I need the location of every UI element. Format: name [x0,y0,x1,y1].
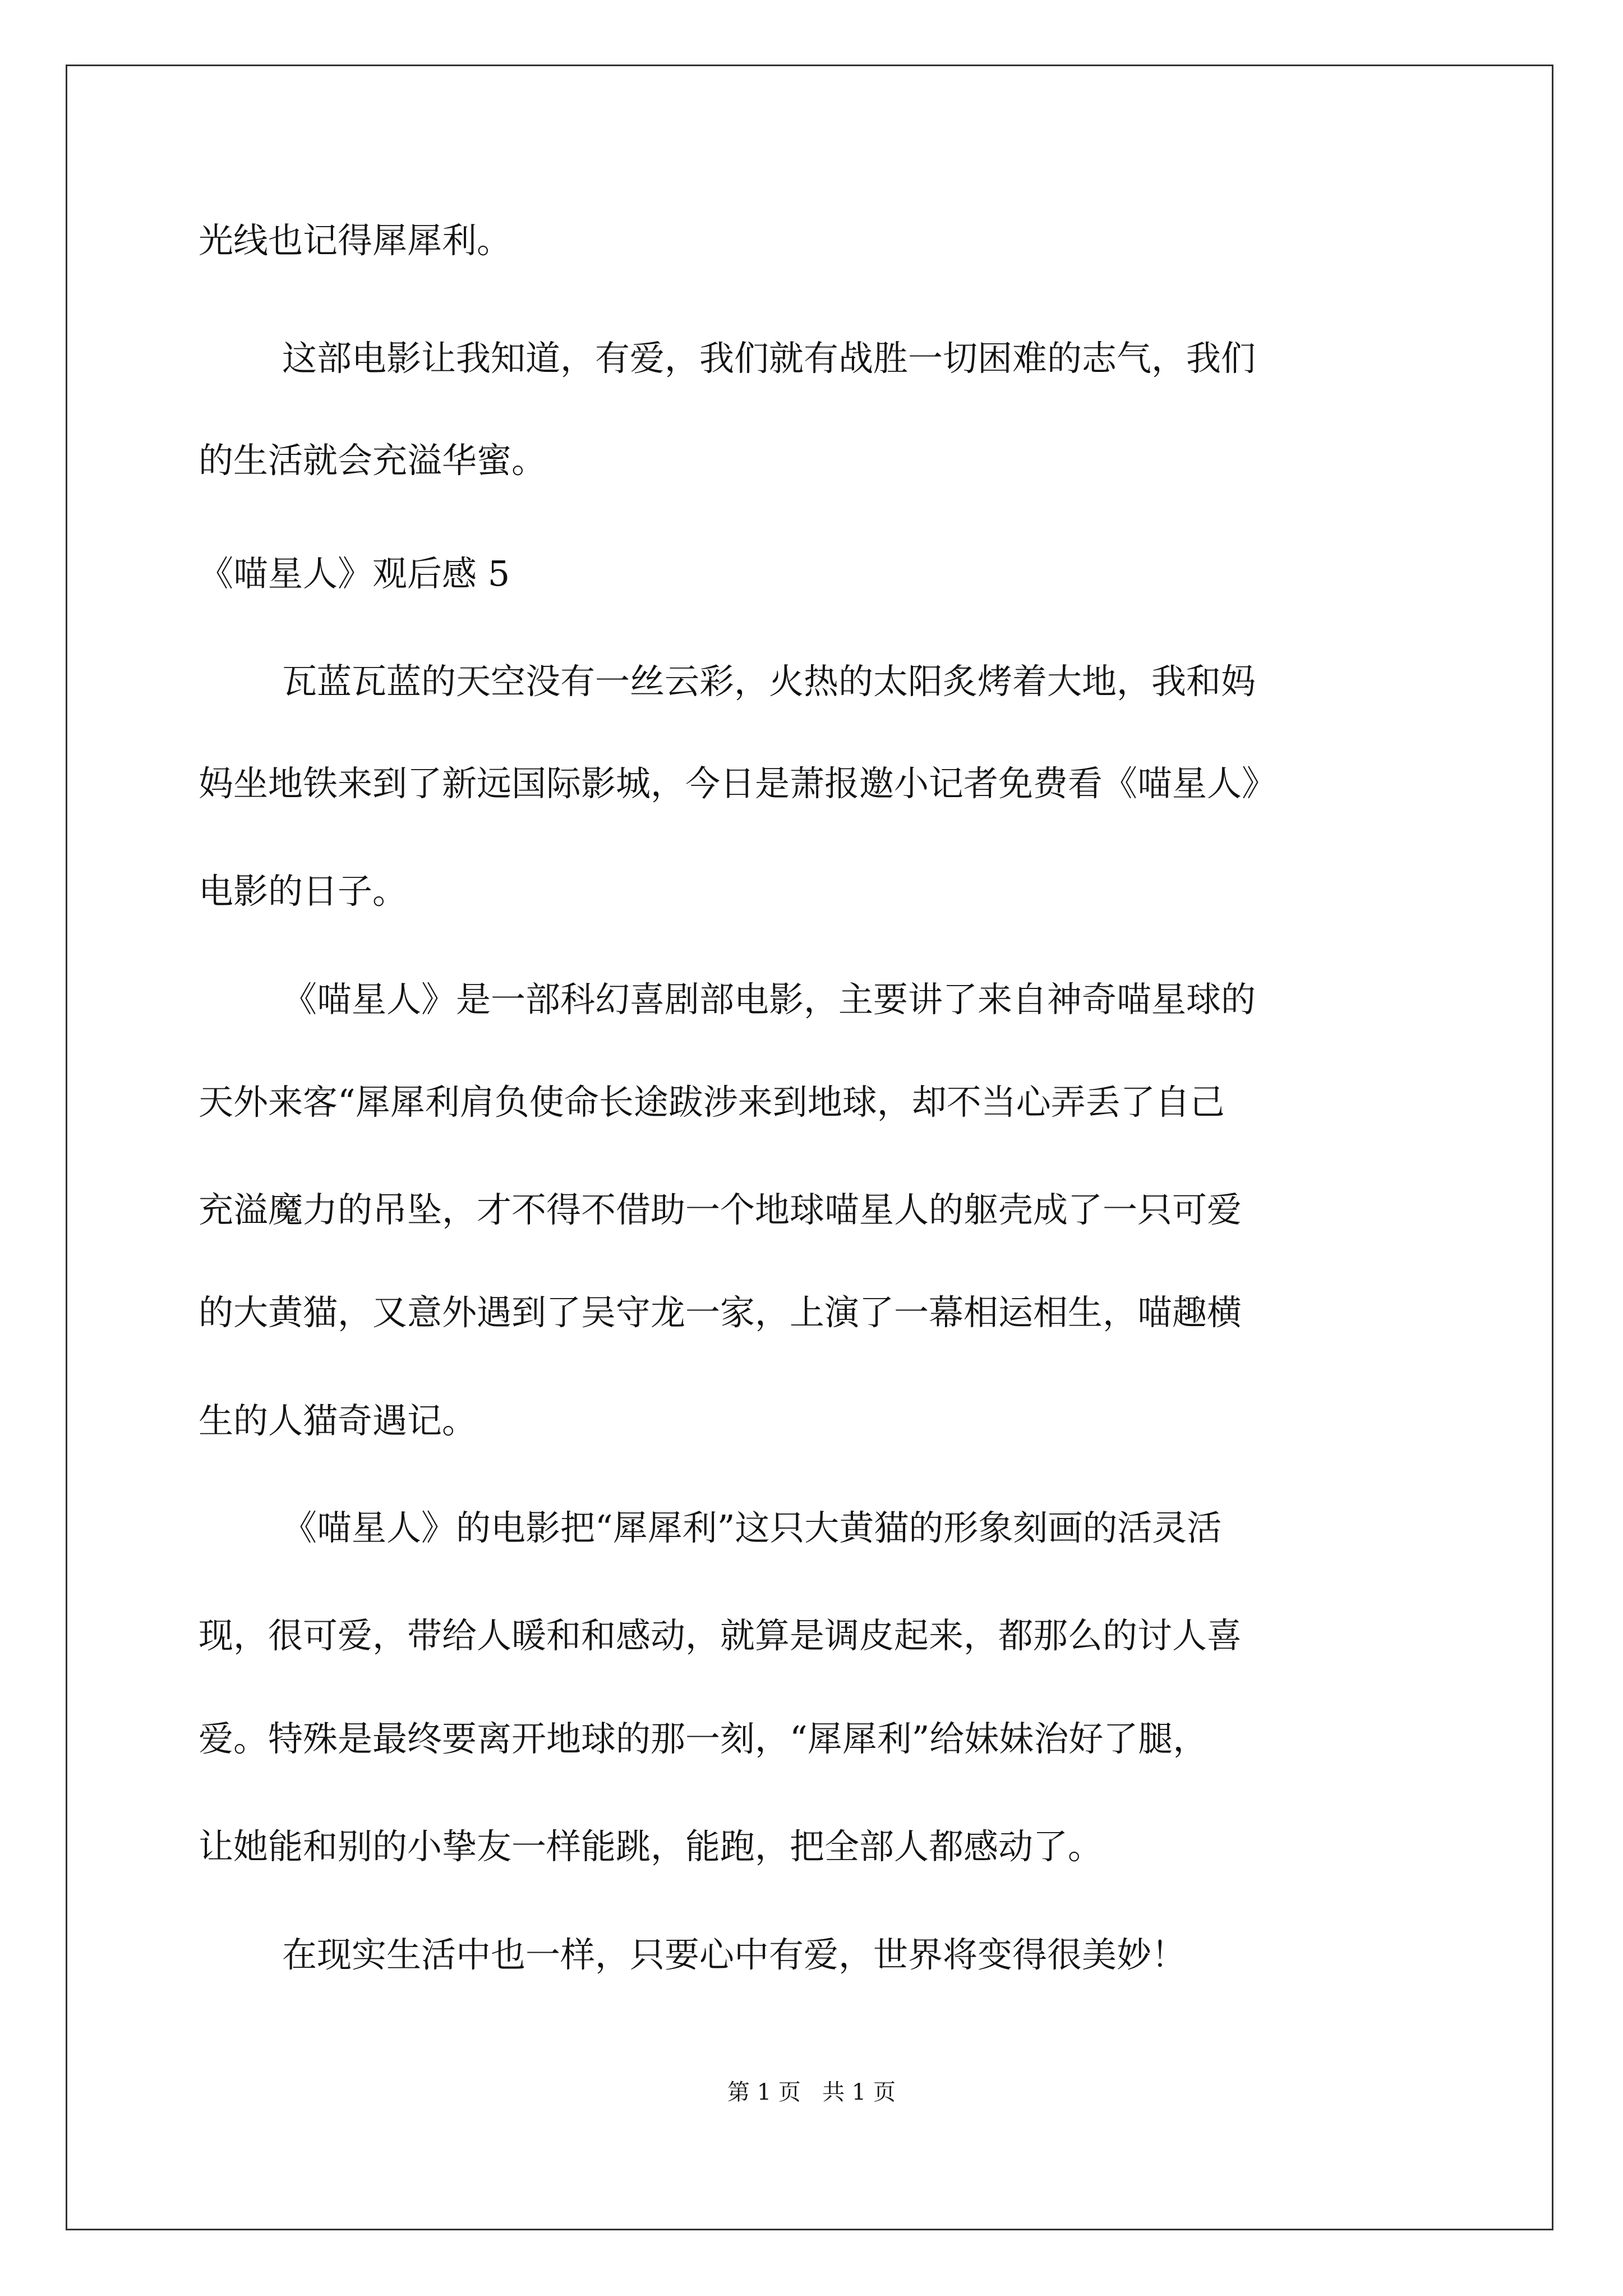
text-line: 生的人猫奇遇记。 [199,1400,477,1441]
text-line: 妈坐地铁来到了新远国际影城，今日是萧报邀小记者免费看《喵星人》 [199,763,1277,804]
text-line: 电影的日子。 [199,871,408,912]
text-line: 天外来客“犀犀利肩负使命长途跋涉来到地球，却不当心弄丢了自己 [199,1082,1225,1122]
text-line: 《喵星人》的电影把“犀犀利”这只大黄猫的形象刻画的活灵活 [282,1507,1222,1548]
text-line: 现，很可爱，带给人暖和和感动，就算是调皮起来，都那么的讨人喜 [199,1615,1242,1656]
text-line: 在现实生活中也一样，只要心中有爱，世界将变得很美妙！ [282,1934,1187,1975]
text-line: 《喵星人》是一部科幻喜剧部电影，主要讲了来自神奇喵星球的 [282,979,1256,1020]
text-line: 光线也记得犀犀利。 [199,220,512,261]
section-heading: 《喵星人》观后感 5 [199,553,510,594]
text-line: 让她能和别的小挚友一样能跳，能跑，把全部人都感动了。 [199,1826,1103,1867]
text-line: 爱。特殊是最终要离开地球的那一刻，“犀犀利”给妹妹治好了腿， [199,1718,1208,1759]
text-line: 这部电影让我知道，有爱，我们就有战胜一切困难的志气，我们 [282,338,1256,379]
text-line: 充溢魔力的吊坠，才不得不借助一个地球喵星人的躯壳成了一只可爱 [199,1189,1242,1230]
text-line: 的生活就会充溢华蜜。 [199,440,547,481]
page-number: 第 1 页 共 1 页 [727,2079,896,2105]
text-line: 的大黄猫，又意外遇到了吴守龙一家，上演了一幕相运相生，喵趣横 [199,1292,1242,1333]
page-border [66,65,1553,2230]
text-line: 瓦蓝瓦蓝的天空没有一丝云彩，火热的太阳炙烤着大地，我和妈 [282,661,1256,702]
